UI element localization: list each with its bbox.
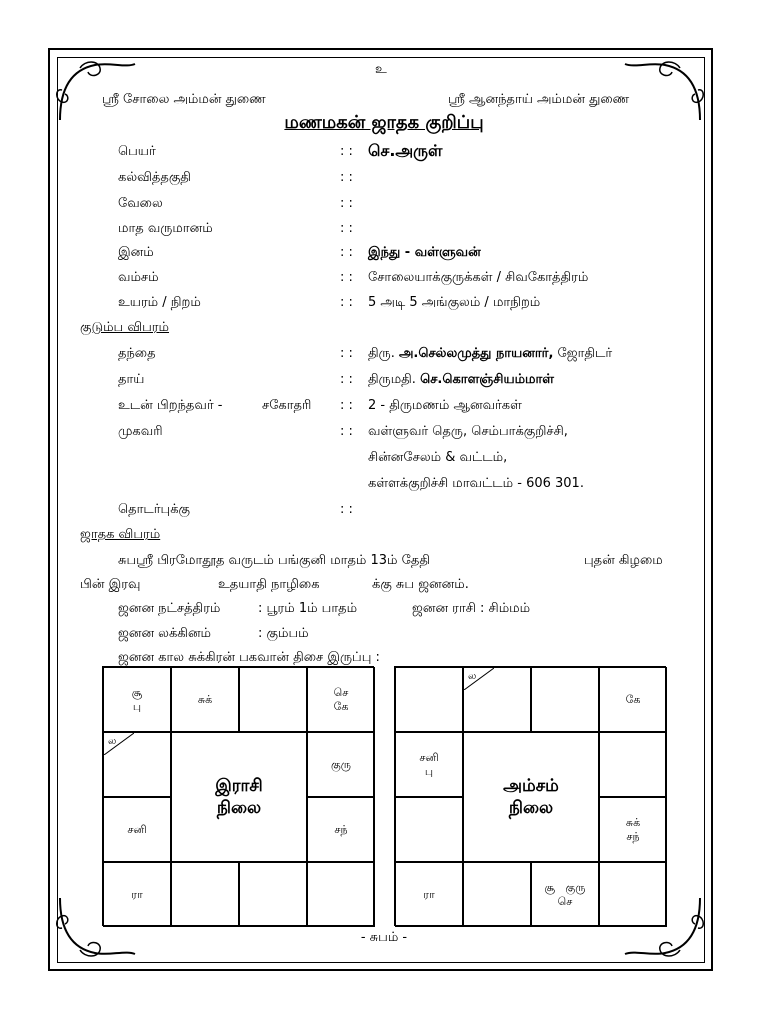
rasi-house-r0c0 bbox=[103, 667, 171, 732]
birth-night: பின் இரவு bbox=[80, 577, 141, 592]
value-birth-star: : பூரம் 1ம் பாதம் bbox=[258, 601, 358, 616]
rasi-house-r0c1 bbox=[171, 667, 239, 732]
navamsa-house-r0c3 bbox=[599, 667, 667, 732]
rasi-house-r3c3 bbox=[307, 862, 375, 927]
label-community: இனம் bbox=[118, 245, 154, 260]
rasi-planet: குரு bbox=[331, 757, 351, 771]
rasi-house-r0c3 bbox=[307, 667, 375, 732]
rasi-planet: ரா bbox=[131, 887, 143, 901]
separator: : : bbox=[340, 144, 353, 159]
father-prefix: திரு. bbox=[368, 346, 395, 361]
rasi-house-r2c3 bbox=[307, 797, 375, 862]
birth-weekday: புதன் கிழமை bbox=[584, 553, 663, 568]
mother-name: செ.கொளஞ்சியம்மாள் bbox=[420, 372, 555, 387]
rasi-house-r1c0 bbox=[103, 732, 171, 797]
rasi-lagna-slash bbox=[104, 733, 134, 755]
label-mother: தாய் bbox=[118, 372, 145, 387]
rasi-center-title bbox=[171, 732, 307, 862]
separator: : : bbox=[340, 398, 353, 413]
label-lineage: வம்சம் bbox=[118, 270, 159, 285]
rasi-center-line: நிலை bbox=[216, 798, 262, 818]
mother-prefix: திருமதி. bbox=[368, 372, 416, 387]
footer-subam: - சுபம் - bbox=[360, 930, 408, 945]
birth-nazhigai: உதயாதி நாழிகை bbox=[218, 577, 320, 592]
navamsa-planet: சனி bbox=[419, 750, 439, 764]
label-education: கல்வித்தகுதி bbox=[118, 170, 191, 185]
label-job: வேலை bbox=[118, 196, 163, 211]
rasi-house-r0c2 bbox=[239, 667, 307, 732]
rasi-house-r2c0 bbox=[103, 797, 171, 862]
rasi-house-r3c0 bbox=[103, 862, 171, 927]
value-lineage: சோலையாக்குருக்கள் / சிவகோத்திரம் bbox=[368, 270, 589, 285]
navamsa-house-r3c2 bbox=[531, 862, 599, 927]
horoscope-heading: ஜாதக விபரம் bbox=[80, 527, 161, 542]
navamsa-house-r2c0 bbox=[395, 797, 463, 862]
right-blessing: ஸ்ரீ ஆனந்தாய் அம்மன் துணை bbox=[448, 92, 630, 107]
navamsa-house-r0c0 bbox=[395, 667, 463, 732]
left-blessing: ஸ்ரீ சோலை அம்மன் துணை bbox=[102, 92, 266, 107]
separator: : : bbox=[340, 424, 353, 439]
separator: : : bbox=[340, 295, 353, 310]
top-auspicious-mark: உ bbox=[375, 62, 387, 77]
rasi-planet: பு bbox=[132, 699, 142, 713]
father-name: அ.செல்லமுத்து நாயனார், bbox=[398, 346, 554, 361]
label-contact: தொடர்புக்கு bbox=[118, 502, 190, 517]
page-title: மணமகன் ஜாதக குறிப்பு bbox=[284, 112, 484, 133]
navamsa-planet: செ bbox=[557, 894, 573, 908]
rasi-planet: சுக் bbox=[197, 692, 213, 706]
navamsa-center-title bbox=[463, 732, 599, 862]
label-income: மாத வருமானம் bbox=[118, 221, 213, 236]
birth-auspicious: க்கு சுப ஜனனம். bbox=[372, 577, 469, 592]
separator: : : bbox=[340, 502, 353, 517]
label-siblings-sub: சகோதரி bbox=[262, 398, 312, 413]
navamsa-house-r2c3 bbox=[599, 797, 667, 862]
navamsa-house-r3c3 bbox=[599, 862, 667, 927]
rasi-chart bbox=[102, 666, 374, 926]
navamsa-house-r3c1 bbox=[463, 862, 531, 927]
navamsa-planet: சூ குரு bbox=[544, 880, 586, 894]
navamsa-lagna-mark: ல bbox=[468, 671, 477, 682]
rasi-house-r1c3 bbox=[307, 732, 375, 797]
label-height-complexion: உயரம் / நிறம் bbox=[118, 295, 201, 310]
navamsa-planet: சுக் bbox=[625, 815, 641, 829]
value-mother bbox=[368, 372, 554, 388]
address-line-3: கள்ளக்குறிச்சி மாவட்டம் - 606 301. bbox=[368, 476, 584, 491]
rasi-planet: செ bbox=[333, 685, 349, 699]
rasi-house-r3c2 bbox=[239, 862, 307, 927]
rasi-planet: சூ bbox=[131, 685, 143, 699]
navamsa-house-r1c3 bbox=[599, 732, 667, 797]
separator: : : bbox=[340, 346, 353, 361]
father-suffix: ஜோதிடர் bbox=[557, 346, 613, 361]
navamsa-house-r1c0 bbox=[395, 732, 463, 797]
separator: : : bbox=[340, 270, 353, 285]
birth-rasi: ஜனன ராசி : சிம்மம் bbox=[412, 601, 531, 616]
navamsa-house-r0c1 bbox=[463, 667, 531, 732]
address-line-2: சின்னசேலம் & வட்டம், bbox=[368, 450, 508, 465]
navamsa-planet: கே bbox=[625, 692, 641, 706]
rasi-house-r3c1 bbox=[171, 862, 239, 927]
label-father: தந்தை bbox=[118, 346, 156, 361]
separator: : : bbox=[340, 245, 353, 260]
rasi-lagna-mark: ல bbox=[108, 736, 117, 747]
address-line-1: வள்ளுவர் தெரு, செம்பாக்குறிச்சி, bbox=[368, 424, 568, 439]
rasi-planet: சந் bbox=[334, 822, 348, 836]
rasi-center-line: இராசி bbox=[215, 776, 263, 796]
rasi-planet: சனி bbox=[127, 822, 147, 836]
label-lagna: ஜனன லக்கினம் bbox=[118, 626, 212, 641]
value-name: செ.அருள் bbox=[368, 141, 443, 160]
label-siblings: உடன் பிறந்தவர் - bbox=[118, 398, 223, 413]
navamsa-planet: ரா bbox=[423, 887, 435, 901]
value-lagna: : கும்பம் bbox=[258, 626, 309, 641]
rasi-planet: கே bbox=[333, 699, 349, 713]
label-address: முகவரி bbox=[118, 424, 163, 439]
birth-date-line: சுபஸ்ரீ பிரமோதூத வருடம் பங்குனி மாதம் 13ம் தேதி bbox=[118, 553, 430, 568]
navamsa-center-line: அம்சம் bbox=[503, 776, 559, 796]
value-father bbox=[368, 346, 612, 362]
label-birth-star: ஜனன நட்சத்திரம் bbox=[118, 601, 221, 616]
family-heading: குடும்ப விபரம் bbox=[80, 320, 169, 335]
value-siblings: 2 - திருமணம் ஆனவர்கள் bbox=[368, 398, 522, 413]
navamsa-chart bbox=[394, 666, 666, 926]
navamsa-planet: பு bbox=[424, 764, 434, 778]
navamsa-planet: சந் bbox=[626, 829, 640, 843]
navamsa-lagna-slash bbox=[464, 668, 494, 690]
label-name: பெயர் bbox=[118, 144, 156, 159]
value-community: இந்து - வள்ளுவன் bbox=[368, 245, 481, 260]
navamsa-house-r3c0 bbox=[395, 862, 463, 927]
separator: : : bbox=[340, 196, 353, 211]
navamsa-center-line: நிலை bbox=[508, 798, 554, 818]
navamsa-house-r0c2 bbox=[531, 667, 599, 732]
value-height-complexion: 5 அடி 5 அங்குலம் / மாநிறம் bbox=[368, 295, 541, 310]
separator: : : bbox=[340, 221, 353, 236]
dasa-balance: ஜனன கால சுக்கிரன் பகவான் திசை இருப்பு : bbox=[118, 650, 380, 665]
separator: : : bbox=[340, 170, 353, 185]
separator: : : bbox=[340, 372, 353, 387]
